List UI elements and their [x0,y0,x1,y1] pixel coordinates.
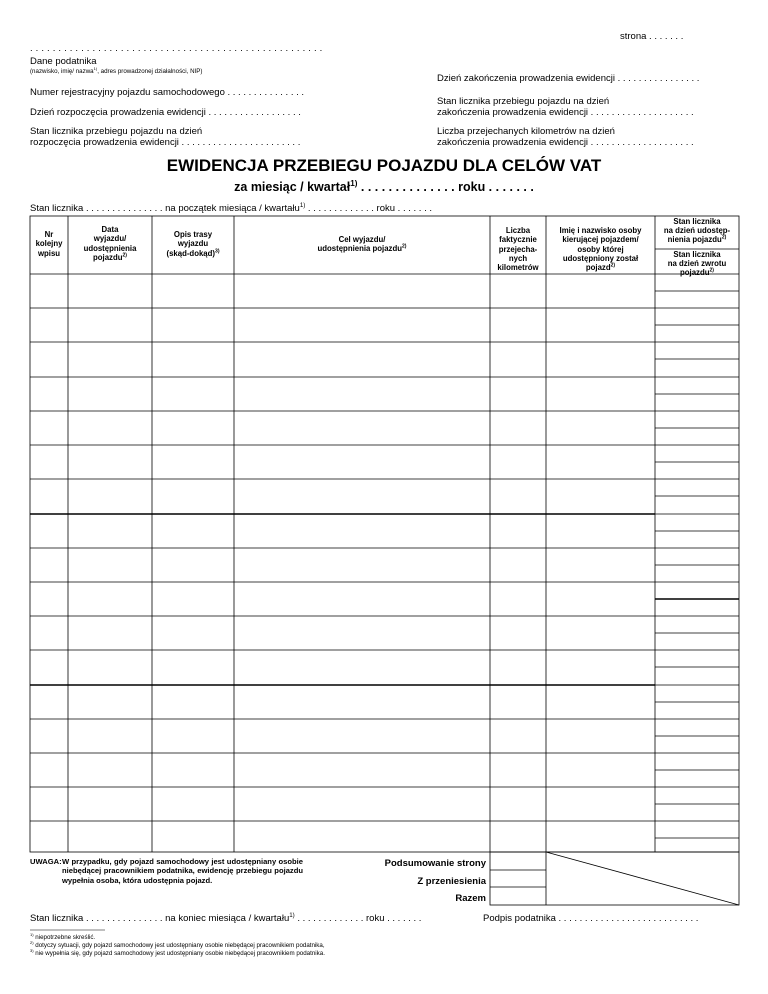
km-driven-line1: Liczba przejechanych kilometrów na dzień [437,126,615,137]
km-driven-field[interactable]: zakończenia prowadzenia ewidencji . . . . . . . . . . . . . . . . . . . . [437,137,694,148]
col-header-date: Data wyjazdu/ udostępnienia pojazdu$^{2)}$ [83,225,137,263]
signature-field[interactable]: Podpis podatnika . . . . . . . . . . . . . . . . . . . . . . . . . . . [483,913,699,924]
end-meter-field[interactable]: zakończenia prowadzenia ewidencji . . . . . . . . . . . . . . . . . . . . [437,107,694,118]
page-number-label: strona . . . . . . . [620,31,684,42]
col-header-meter-given: Stan licznika na dzień udostęp- nienia pojazdu$^{2)}$ [663,217,731,244]
taxpayer-label: Dane podatnika [30,56,97,67]
end-date-field[interactable]: Dzień zakończenia prowadzenia ewidencji . . . . . . . . . . . . . . . . [437,73,700,84]
start-meter-field[interactable]: rozpoczęcia prowadzenia ewidencji . . . . . . . . . . . . . . . . . . . . . . . [30,137,301,148]
note-label: UWAGA: [30,857,62,866]
registration-field[interactable]: Numer rejestracyjny pojazdu samochodowego . . . . . . . . . . . . . . . [30,87,305,98]
col-header-purpose: Cel wyjazdu/ udostępnienia pojazdu$^{2)}$ [317,235,407,254]
end-meter-line1: Stan licznika przebiegu pojazdu na dzień [437,96,610,107]
note-text: W przypadku, gdy pojazd samochodowy jest udostępniany osobie niebędącej pracownikiem podatnika, ewidencję przebiegu pojazdu wypełnia osoba, która udostępnia pojazd. [62,857,303,885]
page-title: EWIDENCJA PRZEBIEGU POJAZDU DLA CELÓW VAT [166,156,602,175]
taxpayer-dots: . . . . . . . . . . . . . . . . . . . . . . . . . . . . . . . . . . . . . . . . . . . . . . . . . . . . [30,43,323,54]
footnote-1: $^{1)}$ niepotrzebne skreślić. [30,931,96,941]
meter-end-line[interactable]: Stan licznika . . . . . . . . . . . . . . . na koniec miesiąca / kwartału$^{1)}$ . . . . . . . . . . . . . roku . . . . . . . [30,911,422,924]
summary-total-label: Razem [455,893,486,904]
col-header-nr: Nr kolejny wpisu [35,230,63,258]
col-header-meter-return: Stan licznika na dzień zwrotu pojazdu$^{2)}$ [667,250,727,277]
start-meter-line1: Stan licznika przebiegu pojazdu na dzień [30,126,203,137]
taxpayer-hint: (nazwisko, imię/ nazwa$^{1)}$, adres prowadzonej działalności, NIP) [30,65,203,75]
footnote-2: $^{2)}$ dotyczy sytuacji, gdy pojazd samochodowy jest udostępniany osobie niebędącej pracownikiem podatnika, [30,939,325,949]
col-header-km: Liczba faktycznie przejecha- nych kilometrów [497,226,539,273]
start-date-field[interactable]: Dzień rozpoczęcia prowadzenia ewidencji . . . . . . . . . . . . . . . . . . [30,107,301,118]
summary-carried-label: Z przeniesienia [417,876,486,887]
footnote-3: $^{3)}$ nie wypełnia się, gdy pojazd samochodowy jest udostępniany osobie niebędącej pracownikiem podatnika. [30,947,325,957]
period-line[interactable]: za miesiąc / kwartał$^{1)}$ . . . . . . . . . . . . . . roku . . . . . . . [234,178,534,194]
summary-page-total-label: Podsumowanie strony [384,858,486,869]
col-header-route: Opis trasy wyjazdu (skąd-dokąd)$^{3)}$ [166,230,220,258]
col-header-driver: Imię i nazwisko osoby kierującej pojazdem/ osoby której udostępniony został pojazd$^{2)}$ [559,226,642,273]
meter-start-line[interactable]: Stan licznika . . . . . . . . . . . . . . . na początek miesiąca / kwartału$^{1)}$ . . . . . . . . . . . . . roku . . . . . . . [30,201,432,214]
